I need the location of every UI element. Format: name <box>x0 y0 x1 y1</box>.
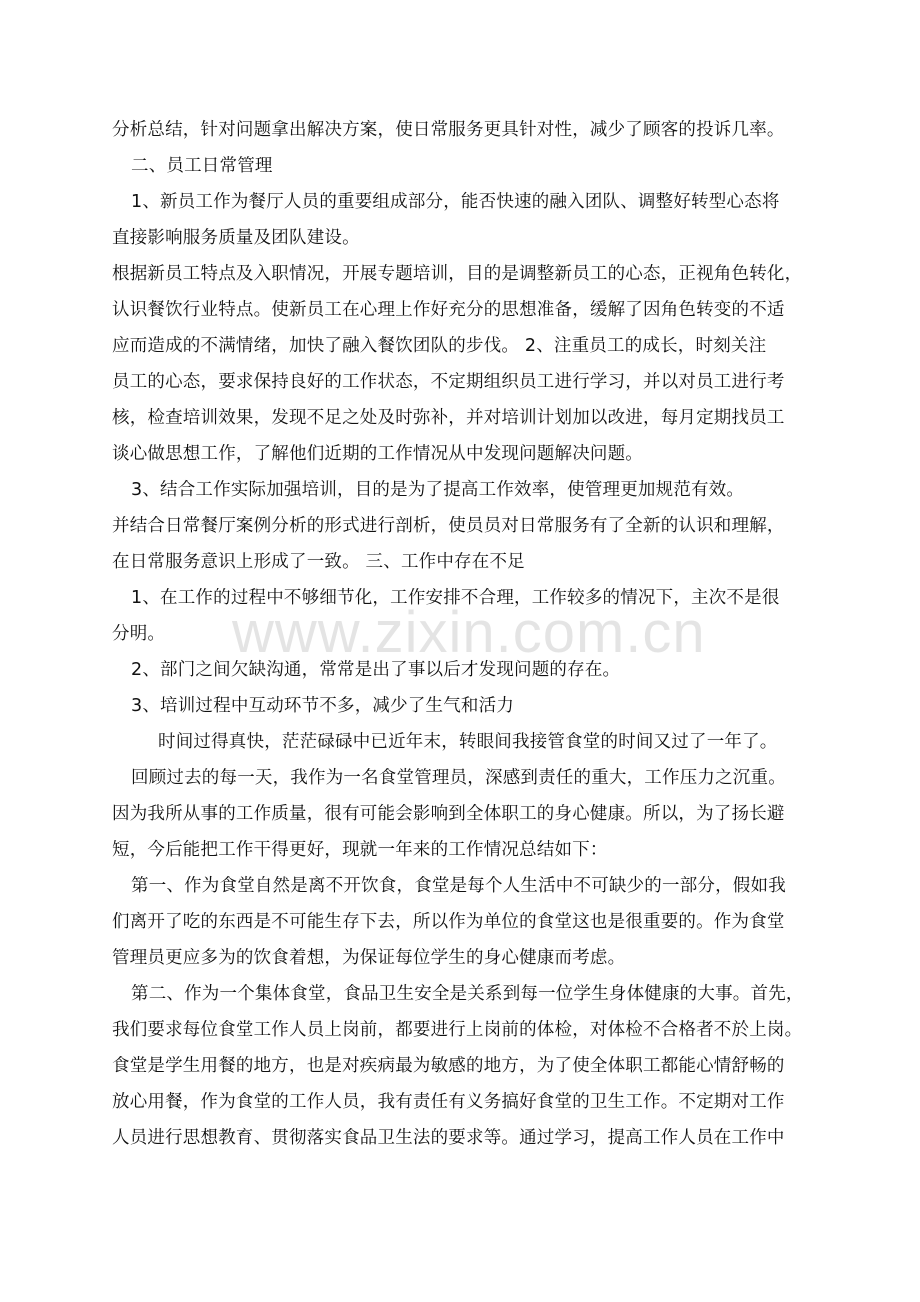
text-line: 在日常服务意识上形成了一致。 三、工作中存在不足 <box>112 552 525 572</box>
text-line: 根据新员工特点及入职情况，开展专题培训，目的是调整新员工的心态，正视角色转化， <box>112 264 803 284</box>
text-line: 应而造成的不满情绪，加快了融入餐饮团队的步伐。 2、注重员工的成长，时刻关注 <box>112 336 767 356</box>
text-line: 2、部门之间欠缺沟通，常常是出了事以后才发现问题的存在。 <box>131 660 621 680</box>
text-line: 回顾过去的每一天，我作为一名食堂管理员，深感到责任的重大，工作压力之沉重。 <box>131 768 786 788</box>
text-line: 3、培训过程中互动环节不多，减少了生气和活力 <box>131 696 515 716</box>
text-line: 分析总结，针对问题拿出解决方案，使日常服务更具针对性，减少了顾客的投诉几率。 <box>112 120 785 140</box>
text-line: 员工的心态，要求保持良好的工作状态，不定期组织员工进行学习，并以对员工进行考 <box>112 372 785 392</box>
text-line: 1、新员工作为餐厅人员的重要组成部分，能否快速的融入团队、调整好转型心态将 <box>131 192 780 212</box>
watermark: www.zixin.com.cn <box>232 600 706 665</box>
text-line: 3、结合工作实际加强培训，目的是为了提高工作效率，使管理更加规范有效。 <box>131 480 745 500</box>
text-line: 认识餐饮行业特点。使新员工在心理上作好充分的思想准备，缓解了因角色转变的不适 <box>112 300 785 320</box>
text-line: 管理员更应多为的饮食着想，为保证每位学生的身心健康而考虑。 <box>112 948 626 968</box>
text-line: 时间过得真快，茫茫碌碌中已近年末，转眼间我接管食堂的时间又过了一年了。 <box>158 732 778 752</box>
text-line: 分明。 <box>112 624 166 644</box>
text-line: 我们要求每位食堂工作人员上岗前，都要进行上岗前的体检，对体检不合格者不於上岗。 <box>112 1020 803 1040</box>
text-line: 直接影响服务质量及团队建设。 <box>112 228 360 248</box>
text-line: 因为我所从事的工作质量，很有可能会影响到全体职工的身心健康。所以，为了扬长避 <box>112 804 785 824</box>
text-line: 放心用餐，作为食堂的工作人员，我有责任有义务搞好食堂的卫生工作。不定期对工作 <box>112 1092 785 1112</box>
text-line: 人员进行思想教育、贯彻落实食品卫生法的要求等。通过学习，提高工作人员在工作中 <box>112 1128 785 1148</box>
text-line: 第一、作为食堂自然是离不开饮食，食堂是每个人生活中不可缺少的一部分，假如我 <box>131 876 786 896</box>
text-line: 谈心做思想工作，了解他们近期的工作情况从中发现问题解决问题。 <box>112 444 643 464</box>
text-line: 并结合日常餐厅案例分析的形式进行剖析，使员员对日常服务有了全新的认识和理解， <box>112 516 785 536</box>
text-line: 第二、作为一个集体食堂，食品卫生安全是关系到每一位学生身体健康的大事。首先， <box>131 984 804 1004</box>
text-line: 核，检查培训效果，发现不足之处及时弥补，并对培训计划加以改进，每月定期找员工 <box>112 408 785 428</box>
text-line: 短，今后能把工作干得更好，现就一年来的工作情况总结如下： <box>112 840 608 860</box>
text-line: 1、在工作的过程中不够细节化，工作安排不合理，工作较多的情况下，主次不是很 <box>131 588 780 608</box>
text-line: 们离开了吃的东西是不可能生存下去，所以作为单位的食堂这也是很重要的。作为食堂 <box>112 912 785 932</box>
section-heading: 二、员工日常管理 <box>131 156 273 176</box>
text-line: 食堂是学生用餐的地方，也是对疾病最为敏感的地方，为了使全体职工都能心情舒畅的 <box>112 1056 785 1076</box>
